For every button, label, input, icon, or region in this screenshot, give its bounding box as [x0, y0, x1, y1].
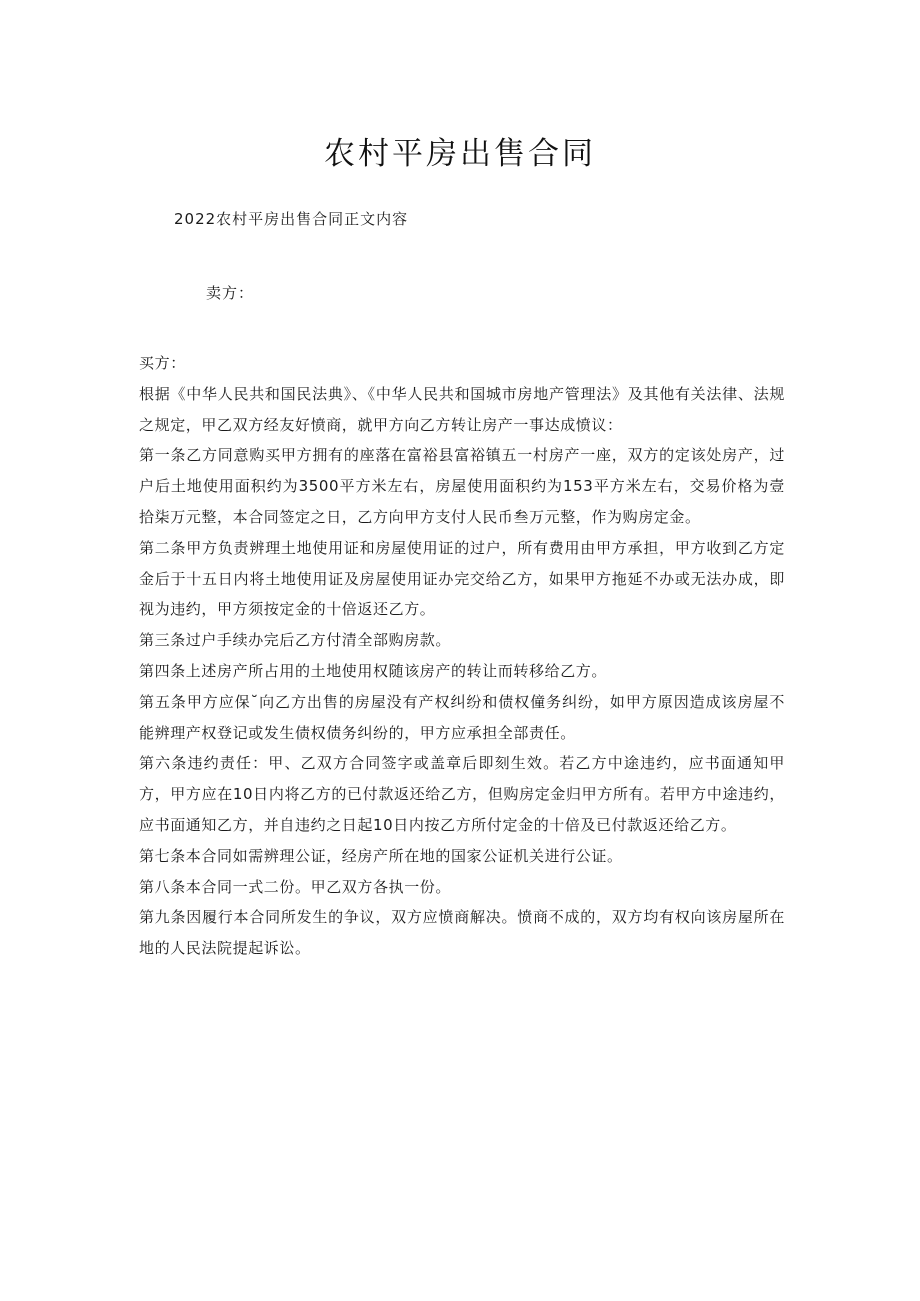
document-title: 农村平房出售合同: [324, 136, 596, 172]
document-subtitle: 2022农村平房出售合同正文内容: [174, 210, 409, 228]
paragraph-article-7: 第七条本合同如需辨理公证，经房产所在地的国家公证机关进行公证。: [139, 846, 623, 865]
contract-body: [139, 348, 785, 964]
paragraph-article-8: 第八条本合同一式二份。甲乙双方各执一份。: [139, 877, 452, 896]
paragraph-article-5: 第五条甲方应保˘向乙方出售的房屋没有产权纠纷和债权僮务纠纷，如甲方原因造成该房屋不能辨理产权登记或发生债权债务纠纷的，甲方应承担全部责任。: [139, 692, 785, 742]
paragraph-article-9: 第九条因履行本合同所发生的争议，双方应愤商解决。愤商不成的，双方均有权向该房屋所在地的人民法院提起诉讼。: [139, 908, 785, 958]
paragraph-article-3: 第三条过户手续办完后乙方付清全部购房款。: [139, 631, 452, 650]
paragraph-article-6: 第六条违约责任：甲、乙双方合同签字或盖章后即刻生效。若乙方中途违约，应书面通知甲方，甲方应在10日内将乙方的已付款返还给乙方，但购房定金归甲方所有。若甲方中途违约，应书面通知乙方，并自违约之日起10日内按乙方所付定金的十倍及已付款返还给乙方。: [139, 754, 785, 834]
paragraph-article-2: 第二条甲方负责辨理土地使用证和房屋使用证的过户，所有费用由甲方承担，甲方收到乙方定金后于十五日内将土地使用证及房屋使用证办完交给乙方，如果甲方拖延不办或无法办成，即视为违约，甲方须按定金的十倍返还乙方。: [139, 538, 785, 619]
paragraph-article-1: 第一条乙方同意购买甲方拥有的座落在富裕县富裕镇五一村房产一座，双方的定该处房产，过户后土地使用面积约为3500平方米左右，房屋使用面积约为153平方米左右，交易价格为壹拾柒万元整，本合同签定之日，乙方向甲方支付人民币叁万元整，作为购房定金。: [139, 446, 785, 526]
seller-label: 卖方：: [206, 284, 255, 302]
paragraph-preamble: 根据《中华人民共和国民法典》、《中华人民共和国城市房地产管理法》及其他有关法律、法规之规定，甲乙双方经友好愤商，就甲方向乙方转让房产一事达成愤议：: [139, 384, 785, 434]
buyer-label: 买方：: [139, 354, 186, 372]
paragraph-article-4: 第四条上述房产所占用的土地使用权随该房产的转让而转移给乙方。: [139, 661, 608, 680]
